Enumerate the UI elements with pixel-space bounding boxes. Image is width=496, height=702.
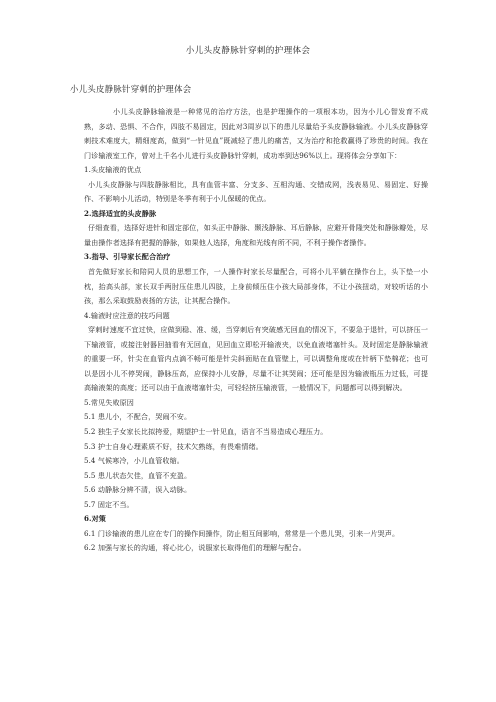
section-text-4: 穿刺时速度不宜过快，应做到稳、准、缓，当穿刺后有突破感无回血的情况下，不要急于退针，可以挤压一下输液管，或接注射器回抽看有无回血，见回血立即松开输液夹，以免血液堵塞针头。及时固定是静脉输液的重要一环，针尖在血管内点滴不畅可能是针尖斜面贴在血管壁上，可以调整角度或在针柄下垫棉花；也可以是因小儿不停哭闹，静脉压高，应保持小儿安静，尽量不让其哭闹；还可能是因为输液瓶压力过低，可提高输液架的高度；还可以由于血液堵塞针尖，可轻轻挤压输液管，一般情况下，问题都可以得到解决。 — [84, 325, 428, 393]
list-item: 5.3 护士自身心理素质不好，技术欠熟练，有畏难情绪。 — [84, 441, 263, 451]
section-heading-2: 2.选择适宜的头皮静脉 — [84, 208, 157, 218]
section-heading-1: 1.头皮输液的优点 — [84, 165, 142, 175]
list-item: 6.1 门诊输液的患儿应在专门的操作间操作，防止相互间影响，常常是一个患儿哭，引来一片哭声。 — [84, 528, 400, 538]
document-body — [84, 105, 428, 556]
section-heading-4: 4.输液时应注意的技巧问题 — [84, 310, 170, 320]
section-text-3: 首先做好家长和陪同人员的思想工作，一人操作时家长尽量配合，可将小儿平躺在操作台上，头下垫一小枕，抬高头部，家长双手两肘压住患儿四肢，上身前倾压住小孩大局部身体，不让小孩扭动，对较听话的小孩，那么采取鼓励表扬的方法，让其配合操作。 — [84, 267, 428, 306]
list-item: 5.2 独生子女家长比拟挎爱，期望护士一针见血，语言不当易造成心理压力。 — [84, 427, 328, 437]
list-item: 5.7 固定不当。 — [84, 499, 134, 509]
section-heading-3: 3.指导、引导家长配合治疗 — [84, 252, 171, 262]
intro-paragraph: 小儿头皮静脉输液是一种常见的治疗方法，也是护理操作的一项根本功，因为小儿心智发育不成熟，多动、恐惧、不合作，四肢不易固定，因此对3周岁以下的患儿尽量给予头皮静脉输液。小儿头皮静脉穿刺技术难度大，精细度高，做到“一针见血”既减轻了患儿的痛苦，又为治疗和抢救赢得了珍贵的时间。我在门诊输液室工作，曾对上千名小儿进行头皮静脉针穿刺，成功率到达96%以上。现将体会分享如下： — [84, 107, 428, 160]
list-item: 5.5 患儿状态欠佳，血管不充盈。 — [84, 470, 192, 480]
list-item: 5.6 动静脉分辨不清，误入动脉。 — [84, 485, 192, 495]
list-item: 5.1 患儿小，不配合，哭闹不安。 — [84, 412, 192, 422]
section-heading-6: 6.对策 — [84, 514, 106, 524]
document-subtitle: 小儿头皮静脉针穿刺的护理体会 — [70, 84, 192, 94]
list-item: 6.2 加强与家长的沟通，将心比心，说服家长取得他们的理解与配合。 — [84, 543, 306, 553]
section-text-2: 仔细查看，选择好进针和固定部位，如头正中静脉、颞浅静脉、耳后静脉，应避开骨隆突处和静脉瓣处，尽量由操作者选择有把握的静脉，如果他人选择，角度和光线有所不同，不利于操作者操作。 — [84, 223, 428, 247]
list-item: 5.4 气候寒冷，小儿血管收缩。 — [84, 456, 184, 466]
section-text-1: 小儿头皮静脉与四肢静脉相比，具有血管丰富、分支多、互相沟通、交错成网，浅表易见、易固定、好操作、不影响小儿活动，特别是冬季有利于小儿保暖的优点。 — [84, 179, 428, 204]
section-heading-5: 5.常见失败原因 — [84, 397, 134, 407]
document-title: 小儿头皮静脉针穿刺的护理体会 — [185, 46, 311, 56]
